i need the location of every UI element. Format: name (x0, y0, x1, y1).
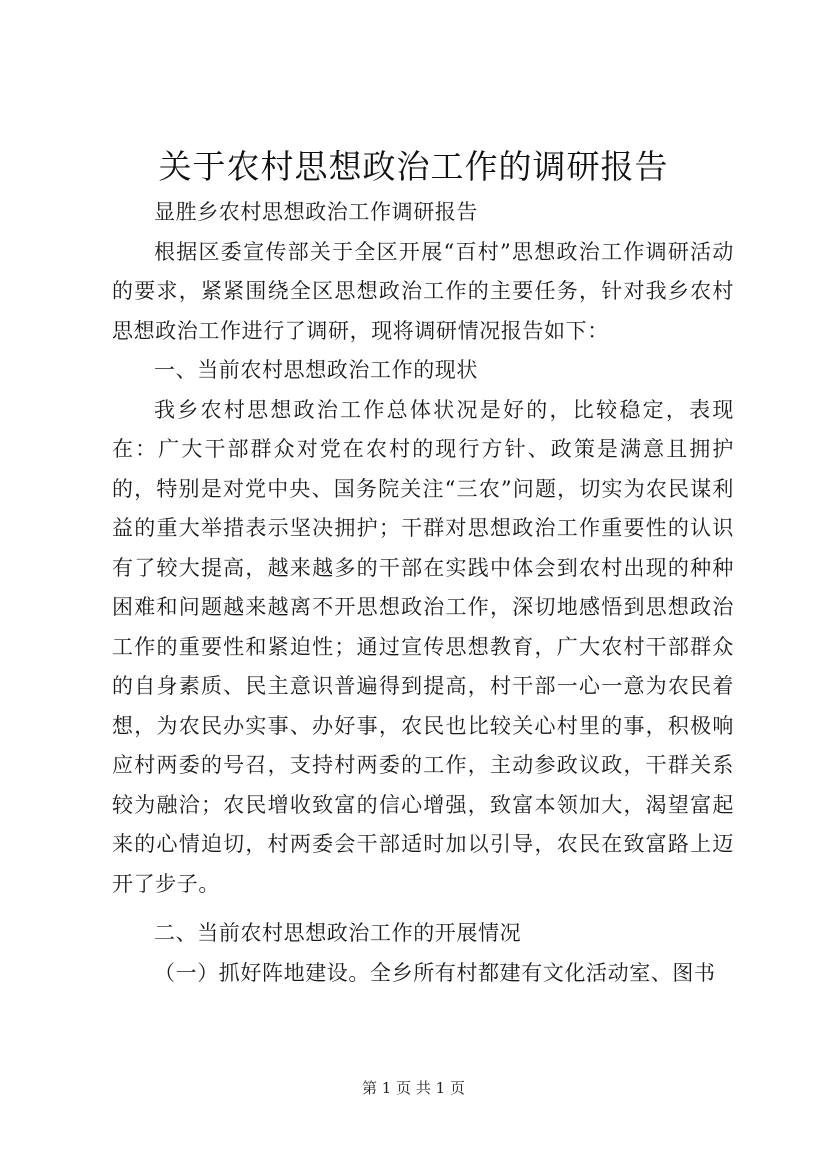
page-number-footer: 第 1 页 共 1 页 (362, 1079, 465, 1097)
document-subtitle: 显胜乡农村思想政治工作调研报告 (154, 200, 478, 224)
section-2-heading: 二、当前农村思想政治工作的开展情况 (154, 921, 522, 945)
section-1-heading: 一、当前农村思想政治工作的现状 (154, 358, 478, 382)
section-1-paragraph: 我乡农村思想政治工作总体状况是好的，比较稳定，表现在：广大干部群众对党在农村的现行方针、政策是满意且拥护的，特别是对党中央、国务院关注“三农”问题，切实为农民谋利益的重大举措表示坚决拥护；干群对思想政治工作重要性的认识有了较大提高，越来越多的干部在实践中体会到农村出现的种种困难和问题越来越离不开思想政治工作，深切地感悟到思想政治工作的重要性和紧迫性；通过宣传思想教育，广大农村干部群众的自身素质、民主意识普遍得到提高，村干部一心一意为农民着想，为农民办实事、办好事，农民也比较关心村里的事，积极响应村两委的号召，支持村两委的工作，主动参政议政，干群关系较为融洽；农民增收致富的信心增强，致富本领加大，渴望富起来的心情迫切，村两委会干部适时加以引导，农民在致富路上迈开了步子。 (112, 397, 734, 896)
section-2-item-1: （一）抓好阵地建设。全乡所有村都建有文化活动室、图书 (154, 960, 716, 985)
document-body (112, 193, 734, 993)
intro-paragraph: 根据区委宣传部关于全区开展“百村”思想政治工作调研活动的要求，紧紧围绕全区思想政治工作的主要任务，针对我乡农村思想政治工作进行了调研，现将调研情况报告如下： (112, 239, 734, 343)
document-title: 关于农村思想政治工作的调研报告 (158, 147, 669, 186)
